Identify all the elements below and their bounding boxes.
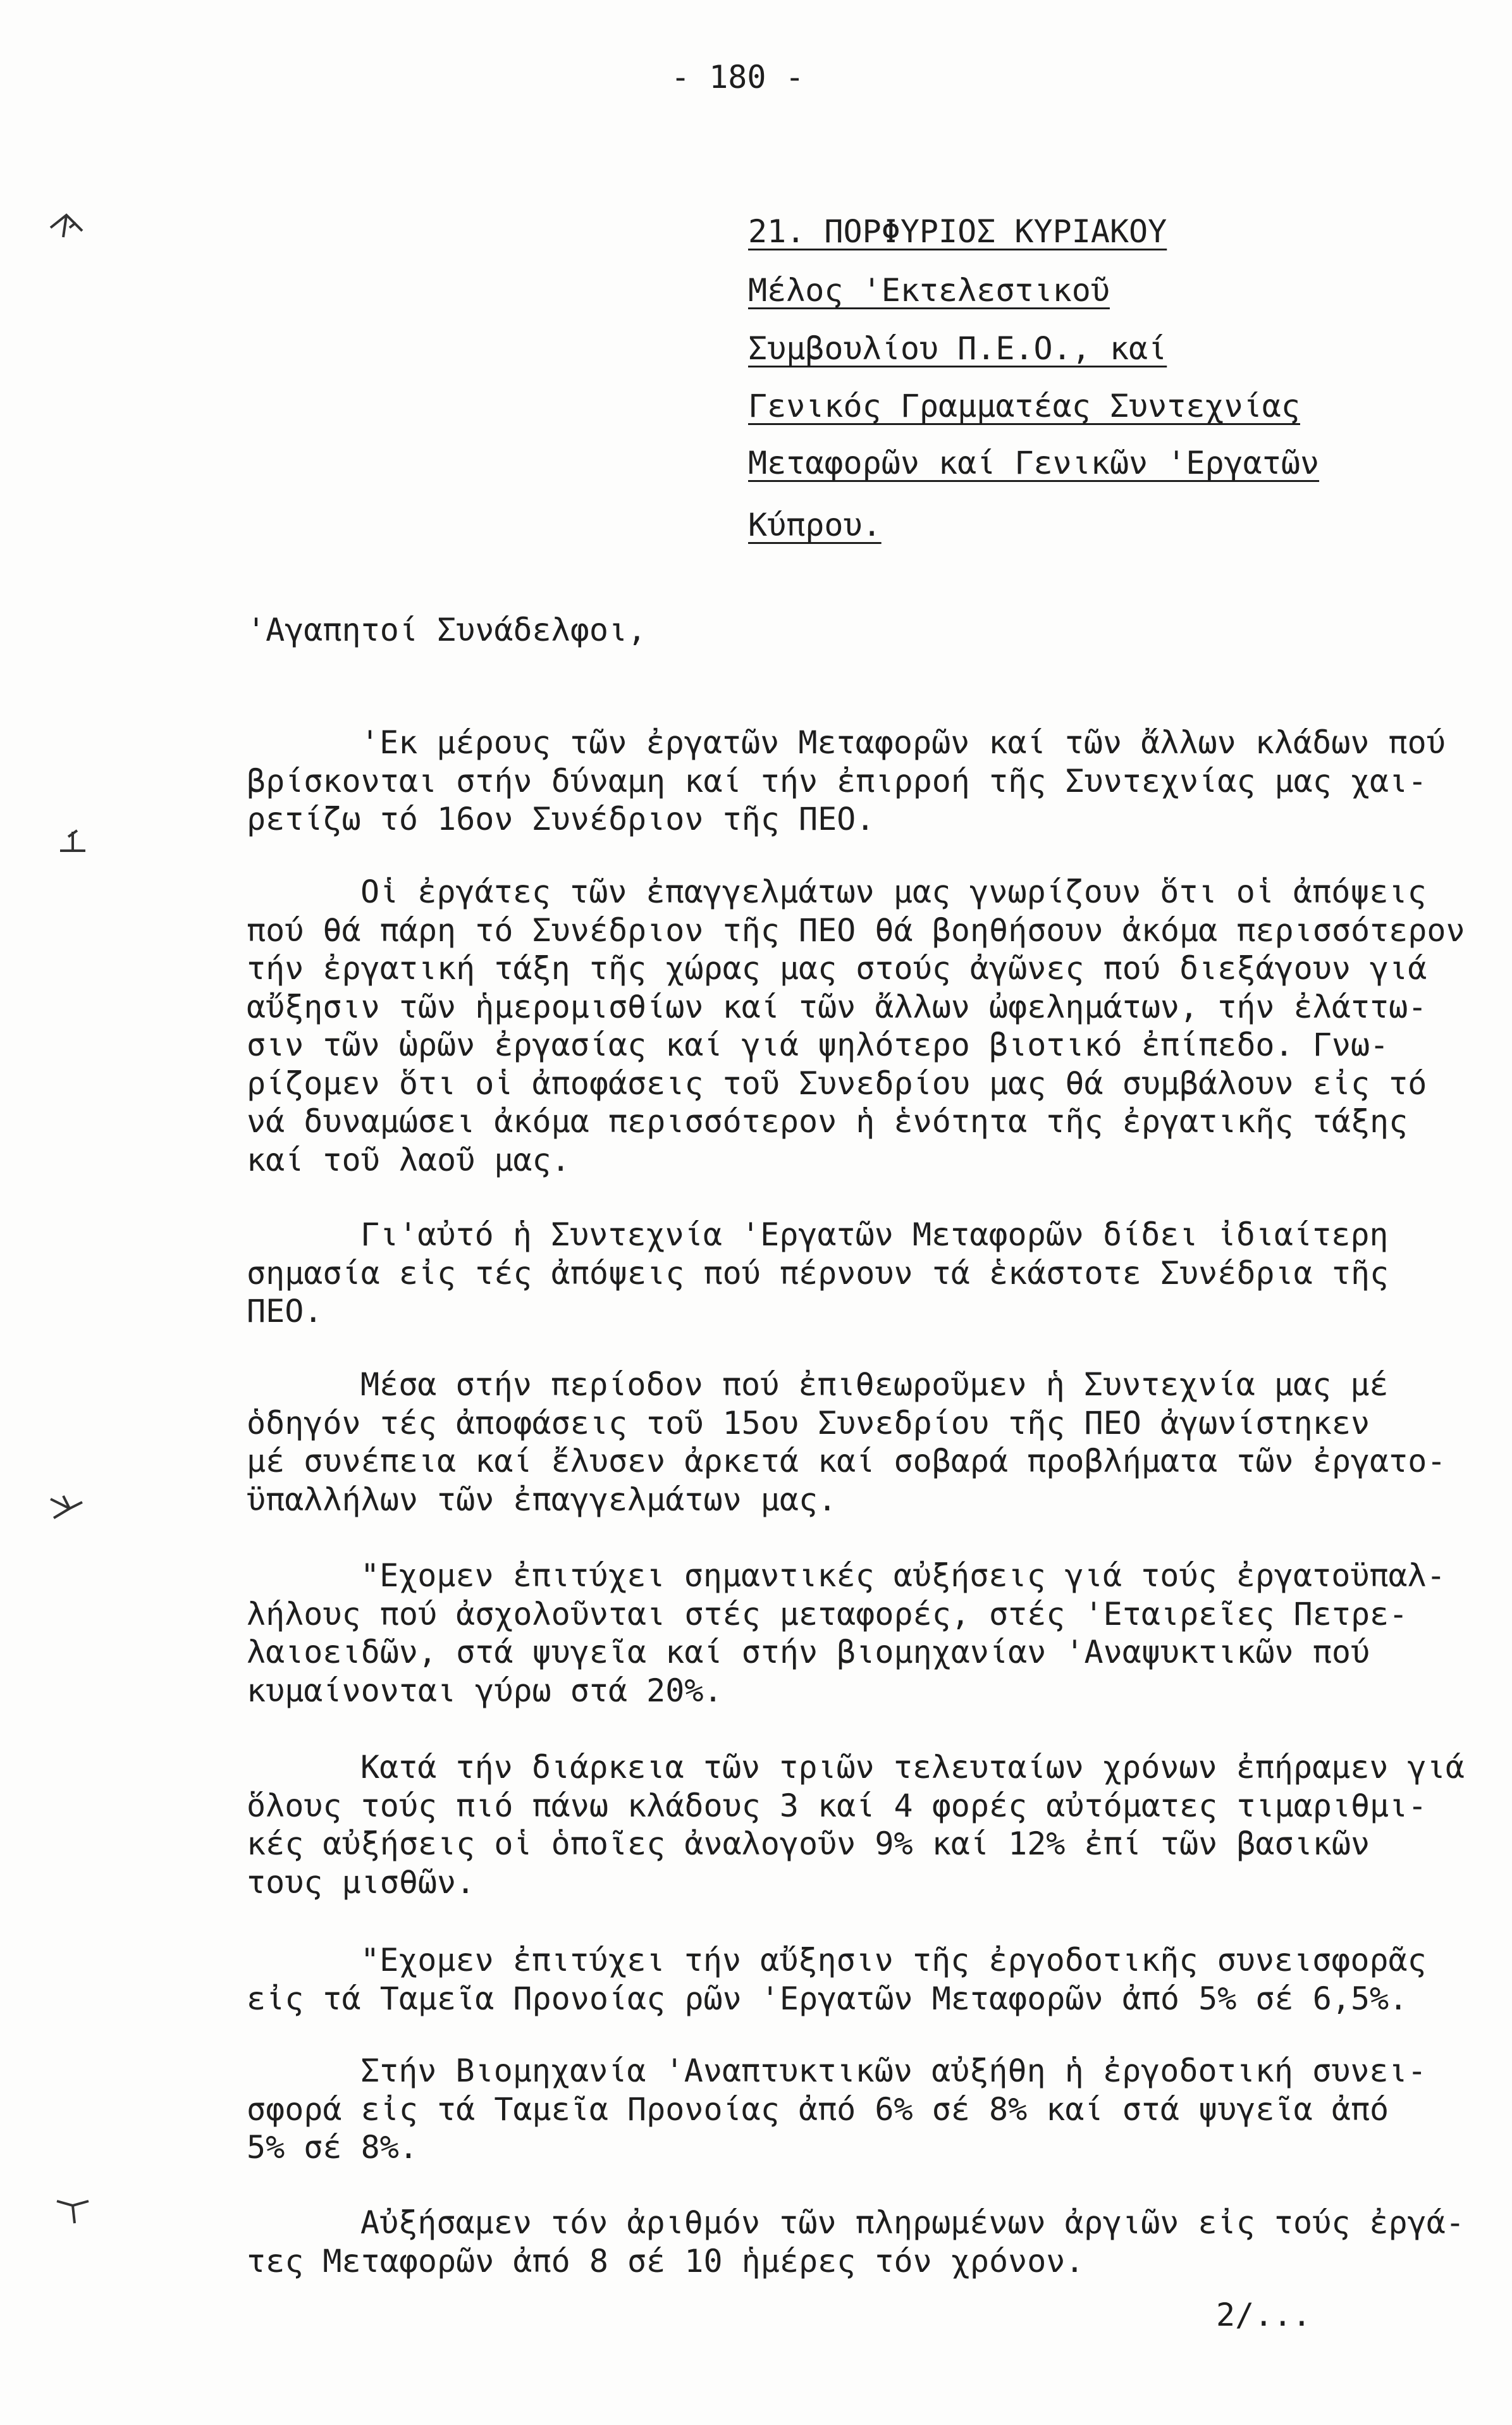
header-line-title: Γενικός Γραμματέας Συντεχνίας (748, 388, 1300, 424)
continuation-marker: 2/... (1216, 2297, 1312, 2333)
paragraph-1 (247, 724, 1499, 839)
paragraph-2 (247, 873, 1499, 1179)
text-line: ΠΕΟ. (247, 1293, 323, 1330)
text-line: νά δυναμώσει ἀκόμα περισσότερον ἡ ἑνότητα τῆς ἐργατικῆς τάξης (247, 1103, 1408, 1140)
margin-mark (44, 1483, 89, 1527)
text-line: κυμαίνονται γύρω στά 20%. (247, 1672, 723, 1709)
text-line: κές αὐξήσεις οἱ ὁποῖες ἀναλογοῦν 9% καί 12% ἐπί τῶν βασικῶν (247, 1825, 1370, 1862)
text-line: Στήν Βιομηχανία 'Αναπτυκτικῶν αὐξήθη ἡ ἐργοδοτική συνει- (360, 2052, 1427, 2089)
header-line-role: Μέλος 'Εκτελεστικοῦ (748, 272, 1110, 309)
text-line: εἰς τά Ταμεῖα Προνοίας ρῶν 'Εργατῶν Μεταφορῶν ἀπό 5% σέ 6,5%. (247, 1980, 1408, 2017)
text-line: Οἱ ἐργάτες τῶν ἐπαγγελμάτων μας γνωρίζουν ὅτι οἱ ἀπόψεις (360, 873, 1427, 910)
salutation: 'Αγαπητοί Συνάδελφοι, (247, 612, 647, 648)
text-line: βρίσκονται στήν δύναμη καί τήν ἐπιρροή τῆς Συντεχνίας μας χαι- (247, 762, 1427, 799)
paragraph-5 (247, 1557, 1499, 1710)
text-line: τήν ἐργατική τάξη τῆς χώρας μας στούς ἀγῶνες πού διεξάγουν γιά (247, 950, 1427, 987)
header-line-author-name: 21. ΠΟΡΦΥΡΙΟΣ ΚΥΡΙΑΚΟΥ (748, 213, 1167, 250)
text-line: 5% σέ 8%. (247, 2129, 418, 2166)
paragraph-4 (247, 1366, 1499, 1519)
margin-mark (51, 2185, 95, 2230)
paragraph-6 (247, 1748, 1499, 1901)
text-line: "Εχομεν ἐπιτύχει σημαντικές αὐξήσεις γιά τούς ἐργατοϋπαλ- (360, 1557, 1446, 1594)
text-line: 'Εκ μέρους τῶν ἐργατῶν Μεταφορῶν καί τῶν ἄλλων κλάδων πού (360, 724, 1446, 761)
header-line-council: Συμβουλίου Π.Ε.Ο., καί (748, 330, 1167, 367)
text-line: πού θά πάρη τό Συνέδριον τῆς ΠΕΟ θά βοηθήσουν ἀκόμα περισσότερον (247, 911, 1465, 949)
text-line: τους μισθῶν. (247, 1863, 476, 1901)
text-line: ρετίζω τό 16ον Συνέδριον τῆς ΠΕΟ. (247, 801, 875, 837)
text-line: ρίζομεν ὅτι οἱ ἀποφάσεις τοῦ Συνεδρίου μας θά συμβάλουν εἰς τό (247, 1064, 1427, 1102)
page-number: - 180 - (671, 59, 804, 96)
text-line: μέ συνέπεια καί ἔλυσεν ἀρκετά καί σοβαρά προβλήματα τῶν ἐργατο- (247, 1443, 1446, 1479)
paragraph-9 (247, 2204, 1499, 2280)
text-line: τες Μεταφορῶν ἀπό 8 σέ 10 ἡμέρες τόν χρόνον. (247, 2242, 1085, 2280)
text-line: λαιοειδῶν, στά ψυγεῖα καί στήν βιομηχανίαν 'Αναψυκτικῶν πού (247, 1634, 1370, 1670)
paragraph-7 (247, 1941, 1499, 2018)
text-line: Μέσα στήν περίοδον πού ἐπιθεωροῦμεν ἡ Συντεχνία μας μέ (360, 1366, 1389, 1403)
text-line: ὅλους τούς πιό πάνω κλάδους 3 καί 4 φορές αὐτόματες τιμαριθμι- (247, 1787, 1427, 1824)
text-line: Κατά τήν διάρκεια τῶν τριῶν τελευταίων χρόνων ἐπήραμεν γιά (360, 1749, 1465, 1786)
text-line: ὁδηγόν τές ἀποφάσεις τοῦ 15ου Συνεδρίου τῆς ΠΕΟ ἀγωνίστηκεν (247, 1404, 1370, 1441)
text-line: λήλους πού ἀσχολοῦνται στές μεταφορές, στές 'Εταιρεῖες Πετρε- (247, 1595, 1408, 1632)
text-line: "Εχομεν ἐπιτύχει τήν αὔξησιν τῆς ἐργοδοτικῆς συνεισφορᾶς (360, 1942, 1427, 1978)
text-line: σημασία εἰς τές ἀπόψεις πού πέρνουν τά ἑκάστοτε Συνέδρια τῆς (247, 1254, 1389, 1292)
text-line: σιν τῶν ὡρῶν ἐργασίας καί γιά ψηλότερο βιοτικό ἐπίπεδο. Γνω- (247, 1027, 1389, 1063)
text-line: καί τοῦ λαοῦ μας. (247, 1141, 570, 1178)
header-line-country: Κύπρου. (748, 507, 882, 543)
margin-mark (51, 819, 95, 863)
text-line: αὔξησιν τῶν ἡμερομισθίων καί τῶν ἄλλων ὠφελημάτων, τήν ἐλάττω- (247, 988, 1427, 1025)
text-line: ϋπαλλήλων τῶν ἐπαγγελμάτων μας. (247, 1481, 837, 1518)
text-line: σφορά εἰς τά Ταμεῖα Προνοίας ἀπό 6% σέ 8% καί στά ψυγεῖα ἀπό (247, 2090, 1389, 2128)
paragraph-3 (247, 1216, 1499, 1331)
header-line-union: Μεταφορῶν καί Γενικῶν 'Εργατῶν (748, 445, 1320, 481)
margin-mark (44, 202, 89, 247)
text-line: Γι'αὐτό ἡ Συντεχνία 'Εργατῶν Μεταφορῶν δίδει ἰδιαίτερη (360, 1216, 1389, 1253)
text-line: Αὐξήσαμεν τόν ἀριθμόν τῶν πληρωμένων ἀργιῶν εἰς τούς ἐργά- (360, 2204, 1465, 2241)
paragraph-8 (247, 2052, 1499, 2167)
